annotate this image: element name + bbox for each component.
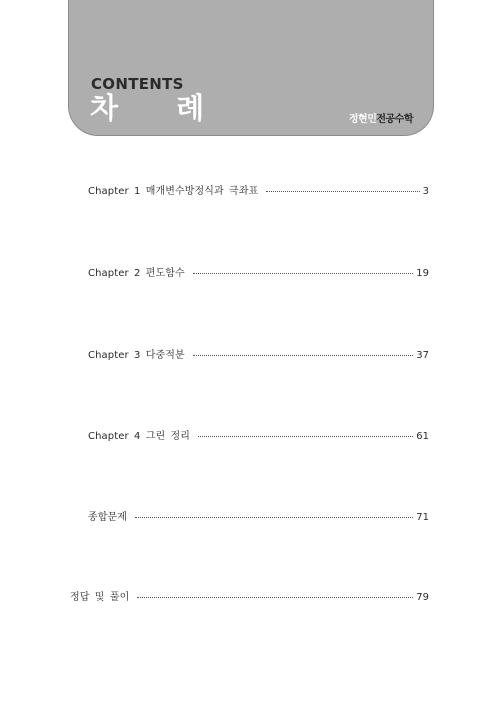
dot-leader [193,272,414,274]
contents-label: CONTENTS [91,75,184,93]
toc-entry-title: Chapter 3 다중적분 [88,350,185,361]
page-title: 차 례 [90,91,229,125]
toc-entry-chapter-3[interactable] [88,346,429,361]
toc-entry-title: Chapter 4 그린 정리 [88,431,191,442]
toc-entry-comprehensive-problems[interactable] [88,508,429,523]
subject-name: 전공수학 [376,114,413,125]
toc-page-number: 37 [416,350,429,361]
dot-leader [198,435,413,437]
dot-leader [266,190,419,192]
toc-entry-title: 종합문제 [88,512,128,523]
toc-page-number: 3 [422,186,429,197]
toc-page-number: 19 [416,268,429,279]
toc-entry-chapter-4[interactable] [88,427,429,442]
toc-entry-title: 정답 및 풀이 [70,592,130,603]
toc-entry-chapter-1[interactable] [88,182,429,197]
dot-leader [135,516,413,518]
toc-page-number: 71 [416,512,429,523]
toc-page-number: 79 [416,592,429,603]
author-name: 정현민 [348,114,377,125]
toc-entry-title: Chapter 1 매개변수방정식과 극좌표 [88,186,259,197]
dot-leader [137,596,413,598]
dot-leader [193,354,414,356]
toc-entry-chapter-2[interactable] [88,264,429,279]
toc-entry-answers-solutions[interactable] [70,588,429,603]
toc-entry-title: Chapter 2 편도함수 [88,268,185,279]
toc-page-number: 61 [416,431,429,442]
